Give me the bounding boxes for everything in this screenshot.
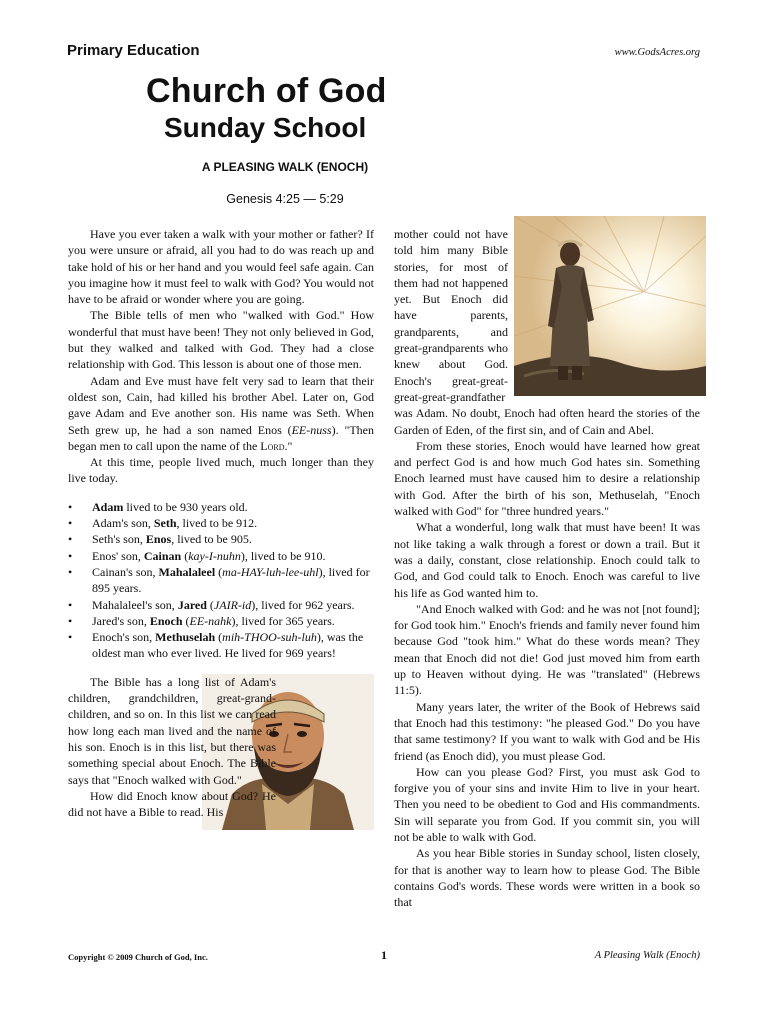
list-item: • Jared's son, Enoch (EE-nahk), lived for 365 years.	[68, 613, 374, 629]
list-item: • Mahalaleel's son, Jared (JAIR-id), lived for 962 years.	[68, 597, 374, 613]
footer-lesson-name: A Pleasing Walk (Enoch)	[594, 950, 700, 961]
lesson-title: A PLEASING WALK (ENOCH)	[201, 160, 369, 174]
paragraph: As you hear Bible stories in Sunday school, listen closely, for that is another way to learn how to please God. The Bible contains God's words. These words were written in a book so that	[394, 846, 700, 910]
list-item: • Enoch's son, Methuselah (mih-THOO-suh-luh), was the oldest man who ever lived. He lived for 969 years!	[68, 629, 374, 662]
paragraph: Have you ever taken a walk with your mother or father? If you were unsure or afraid, all you had to do was reach up and take hold of his or her hand and you would feel safe again. Can you imagine how it must feel to walk with God? You would not have to be afraid or wonder where you are going.	[68, 227, 374, 307]
paragraph: Many years later, the writer of the Book of Hebrews said that Enoch had this testimony: "he pleased God." Do you have that same testimony? If you want to walk with God and be His friend (as Enoch did), you must please God.	[394, 699, 700, 763]
paragraph: The Bible tells of men who "walked with God." How wonderful that must have been! They not only believed in God, but they walked and talked with God. They had a close relationship with God. This lesson is about one of those men.	[68, 308, 374, 372]
page-number: 1	[381, 948, 387, 962]
left-column	[68, 226, 374, 834]
paragraph: Adam and Eve must have felt very sad to learn that their oldest son, Cain, had killed his brother Abel. Later on, God gave Adam and Eve another son. His name was Seth. When Seth grew up, he had a son named Enos (EE-nuss). "Then began men to call upon the name of the Lord."	[68, 373, 374, 453]
footer-copyright: Copyright © 2009 Church of God, Inc.	[68, 952, 208, 962]
website-link[interactable]: www.GodsAcres.org	[614, 47, 700, 58]
paragraph: "And Enoch walked with God: and he was not [not found]; for God took him." Enoch's friends and family never found him because God "took him." What do these words mean? They mean that Enoch did not die! God just moved him from earth up to Heaven without dying. He was "translated" (Hebrews 11:5).	[394, 601, 700, 698]
scripture-reference: Genesis 4:25 — 5:29	[226, 192, 344, 206]
paragraph: From these stories, Enoch would have learned how great and perfect God is and how much God hates sin. Something Enoch learned must have caused him to desire a relationship with God. After the birth of his son, Methuselah, "Enoch walked with God" for "three hundred years."	[394, 438, 700, 519]
paragraph: How did Enoch know about God? He did not have a Bible to read. His	[68, 788, 276, 820]
list-item: • Adam lived to be 930 years old.	[68, 499, 374, 515]
paragraph: How can you please God? First, you must ask God to forgive you of your sins and invite Him to live in your heart. Then you need to be obedient to God and His commandments. Sin will separate you from God. If you commit sin, you will not be able to walk with God.	[394, 764, 700, 844]
paragraph: The Bible has a long list of Adam's children, grandchildren, great-grandchildren, and so on. In this list we can read how long each man lived and the name of his son. Enoch is in this list, but there was something special about Enoch. The Bible says that "Enoch walked with God."	[68, 674, 276, 787]
lifespan-list	[68, 499, 374, 662]
list-item: • Cainan's son, Mahalaleel (ma-HAY-luh-lee-uhl), lived for 895 years.	[68, 564, 374, 597]
page-subtitle: Sunday School	[164, 112, 367, 143]
list-item: • Adam's son, Seth, lived to be 912.	[68, 515, 374, 531]
paragraph: What a wonderful, long walk that must have been! It was not like taking a walk through a forest or down a trail. But it was a daily, constant, close relationship. Enoch could talk to God, and God could talk to Enoch. Enoch was careful to live his life as God wanted him to.	[394, 520, 700, 600]
enoch-walking-illustration	[514, 216, 706, 396]
right-column	[394, 226, 700, 910]
list-item: • Enos' son, Cainan (kay-I-nuhn), lived to be 910.	[68, 548, 374, 564]
paragraph: At this time, people lived much, much longer than they live today.	[68, 455, 374, 486]
page-title: Church of God	[146, 72, 387, 110]
list-item: • Seth's son, Enos, lived to be 905.	[68, 531, 374, 547]
paragraph: mother could not have told him many Bible stories, for most of them had not happened yet. But Enoch did have parents, grandparents, and great-grandparents who knew about God. Enoch's great-great-great-great-grandfather was Adam. No doubt, Enoch had often heard the stories of the Garden of Eden, of the first sin, and of Cain and Abel.	[394, 227, 700, 437]
series-label: Primary Education	[67, 42, 200, 59]
